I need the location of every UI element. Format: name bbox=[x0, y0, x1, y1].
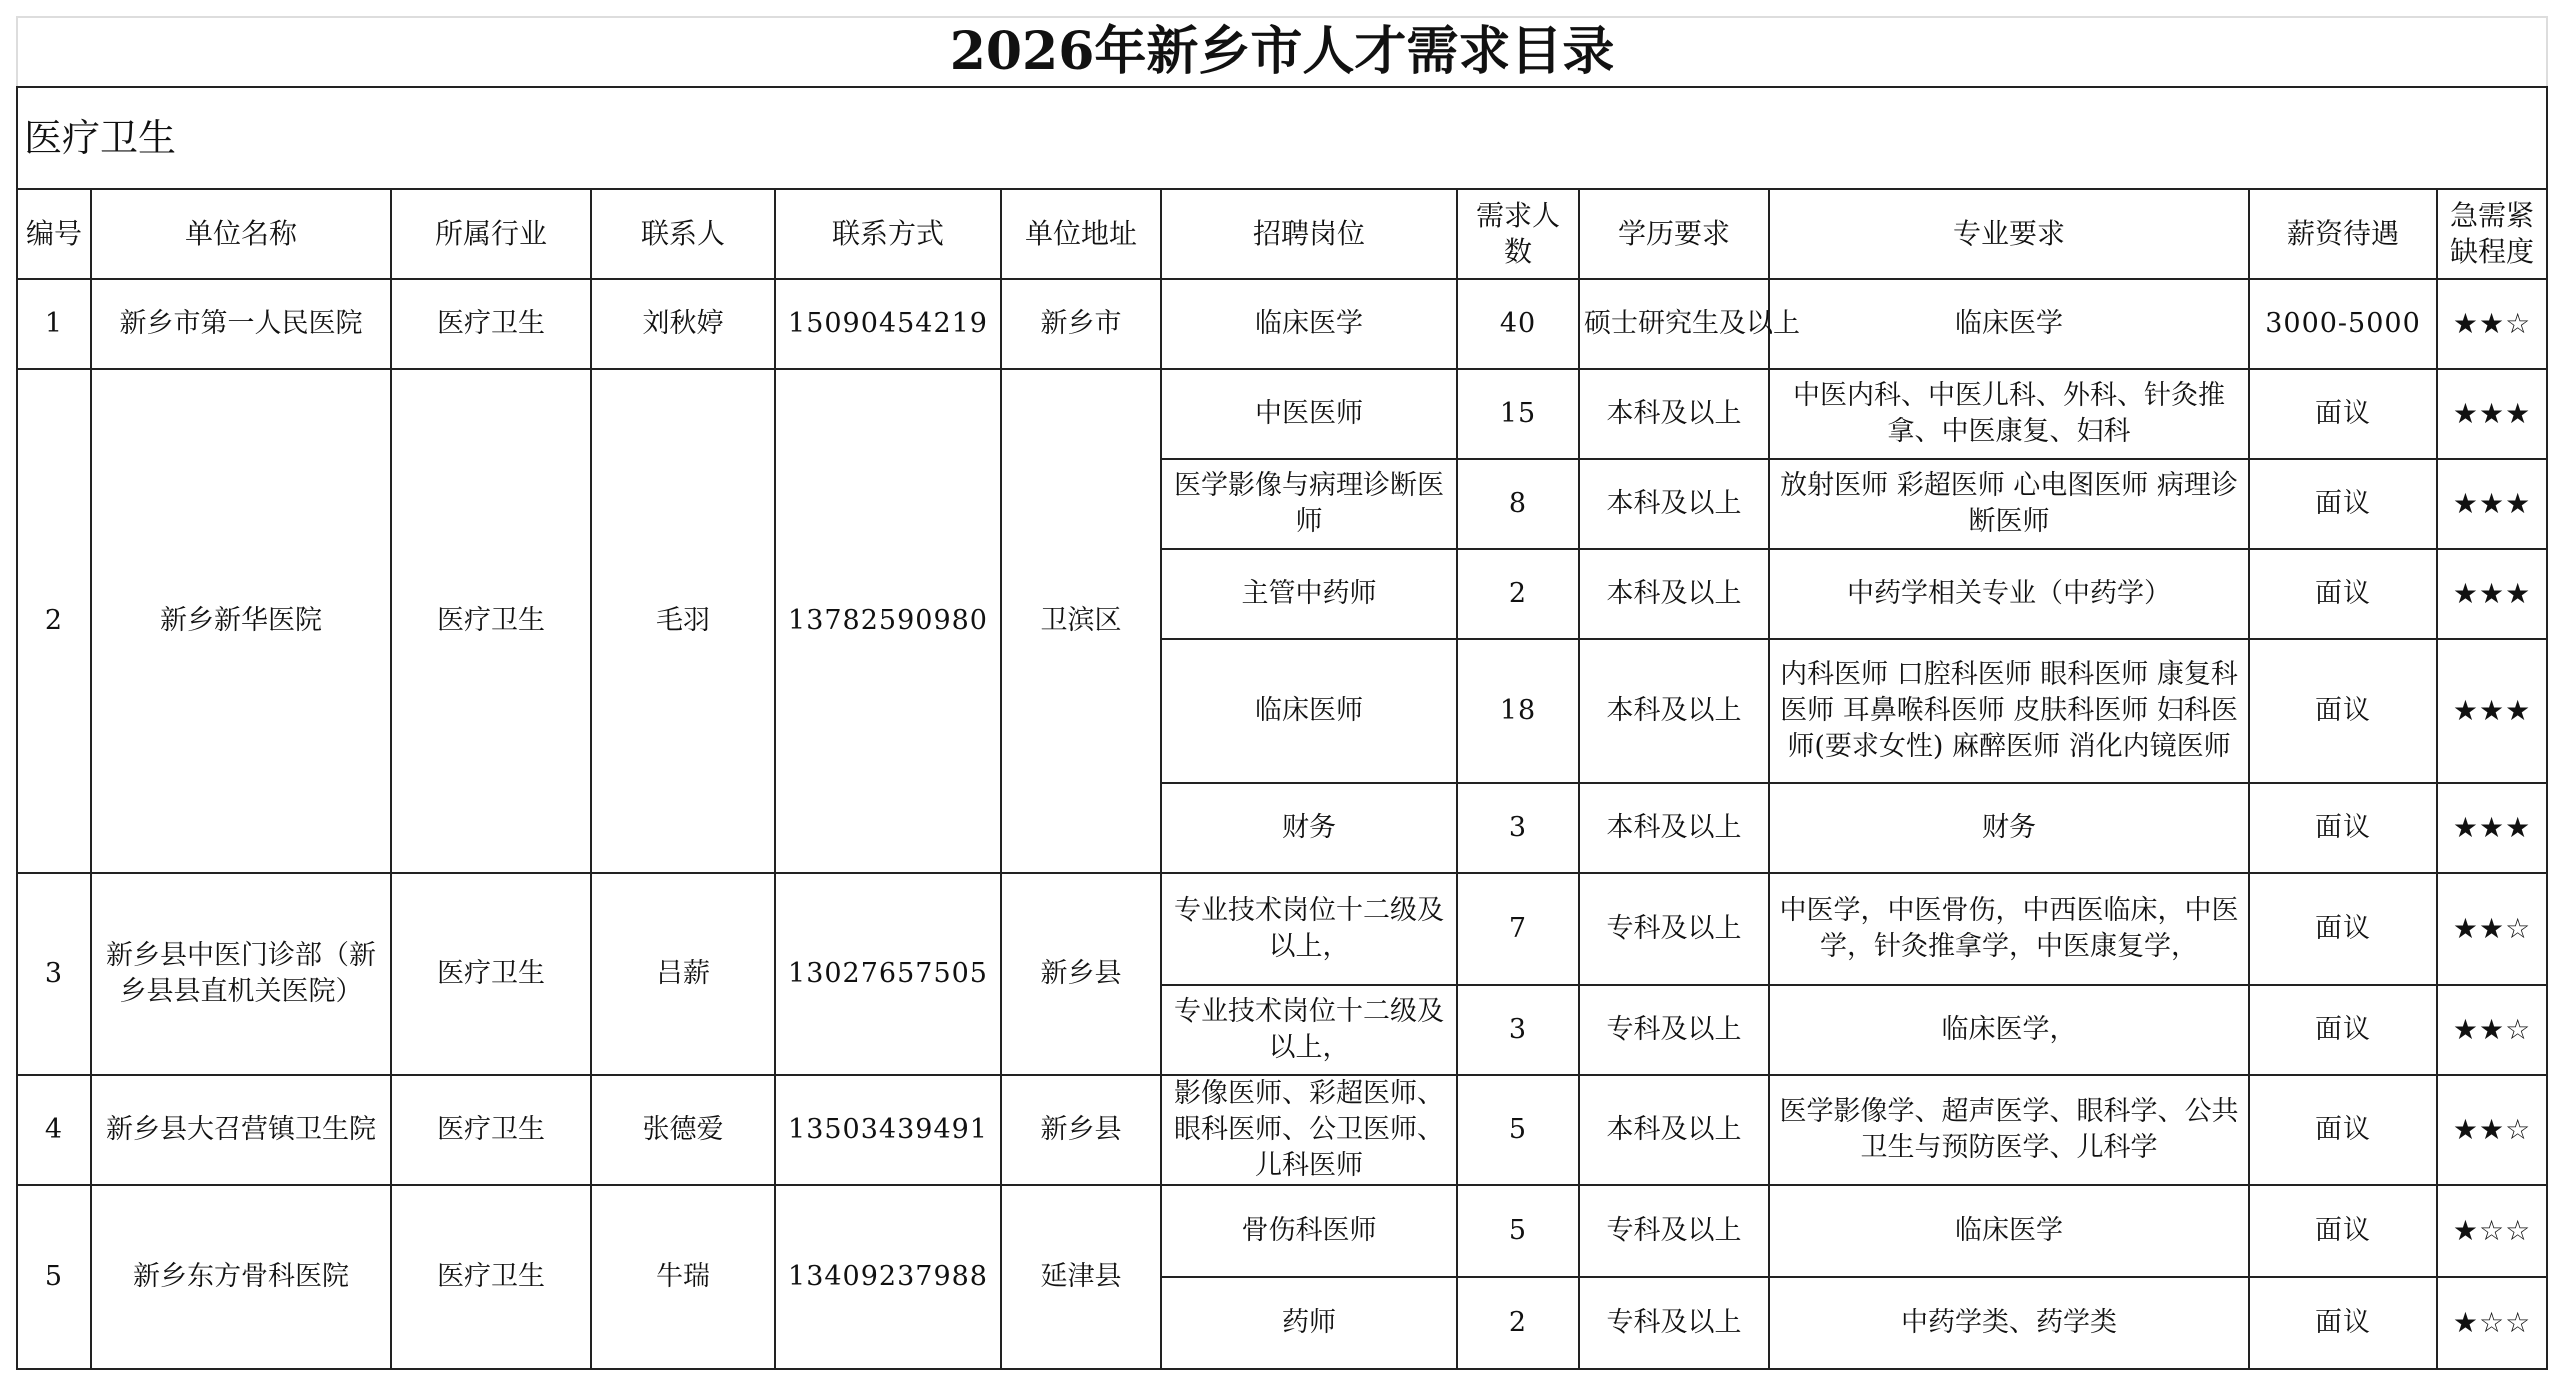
cell-education: 本科及以上 bbox=[1579, 783, 1769, 873]
cell-position: 专业技术岗位十二级及以上， bbox=[1161, 873, 1457, 985]
cell-address: 新乡县 bbox=[1001, 873, 1161, 1075]
cell-contact: 张德爱 bbox=[591, 1075, 775, 1185]
cell-no: 5 bbox=[17, 1185, 91, 1369]
cell-position: 临床医师 bbox=[1161, 639, 1457, 783]
header-phone: 联系方式 bbox=[775, 189, 1001, 279]
cell-urgency: ★★★ bbox=[2437, 639, 2547, 783]
cell-count: 5 bbox=[1457, 1075, 1579, 1185]
cell-count: 15 bbox=[1457, 369, 1579, 459]
cell-urgency: ★★★ bbox=[2437, 783, 2547, 873]
cell-salary: 面议 bbox=[2249, 783, 2437, 873]
cell-position: 临床医学 bbox=[1161, 279, 1457, 369]
cell-phone: 13503439491 bbox=[775, 1075, 1001, 1185]
cell-education: 本科及以上 bbox=[1579, 369, 1769, 459]
header-contact: 联系人 bbox=[591, 189, 775, 279]
cell-major: 中药学相关专业（中药学） bbox=[1769, 549, 2249, 639]
cell-education: 硕士研究生及以上 bbox=[1579, 279, 1769, 369]
cell-urgency: ★★★ bbox=[2437, 369, 2547, 459]
cell-count: 40 bbox=[1457, 279, 1579, 369]
cell-urgency: ★★★ bbox=[2437, 459, 2547, 549]
cell-salary: 面议 bbox=[2249, 459, 2437, 549]
cell-unit-name: 新乡县中医门诊部（新乡县县直机关医院） bbox=[91, 873, 391, 1075]
cell-no: 3 bbox=[17, 873, 91, 1075]
cell-industry: 医疗卫生 bbox=[391, 279, 591, 369]
cell-position: 专业技术岗位十二级及以上， bbox=[1161, 985, 1457, 1075]
cell-count: 3 bbox=[1457, 985, 1579, 1075]
cell-education: 专科及以上 bbox=[1579, 873, 1769, 985]
cell-no: 2 bbox=[17, 369, 91, 873]
cell-major: 临床医学 bbox=[1769, 1185, 2249, 1277]
cell-industry: 医疗卫生 bbox=[391, 873, 591, 1075]
cell-urgency: ★★☆ bbox=[2437, 985, 2547, 1075]
header-row bbox=[17, 189, 2547, 279]
header-count: 需求人数 bbox=[1457, 189, 1579, 279]
cell-position: 主管中药师 bbox=[1161, 549, 1457, 639]
cell-education: 专科及以上 bbox=[1579, 1185, 1769, 1277]
cell-address: 延津县 bbox=[1001, 1185, 1161, 1369]
cell-count: 7 bbox=[1457, 873, 1579, 985]
cell-urgency: ★★☆ bbox=[2437, 873, 2547, 985]
cell-count: 8 bbox=[1457, 459, 1579, 549]
cell-no: 1 bbox=[17, 279, 91, 369]
cell-unit-name: 新乡市第一人民医院 bbox=[91, 279, 391, 369]
page-title: 2026年新乡市人才需求目录 bbox=[17, 17, 2547, 87]
cell-count: 5 bbox=[1457, 1185, 1579, 1277]
cell-industry: 医疗卫生 bbox=[391, 1075, 591, 1185]
cell-industry: 医疗卫生 bbox=[391, 1185, 591, 1369]
cell-phone: 13409237988 bbox=[775, 1185, 1001, 1369]
cell-position: 财务 bbox=[1161, 783, 1457, 873]
cell-salary: 面议 bbox=[2249, 1075, 2437, 1185]
cell-unit-name: 新乡东方骨科医院 bbox=[91, 1185, 391, 1369]
cell-position: 医学影像与病理诊断医师 bbox=[1161, 459, 1457, 549]
cell-education: 本科及以上 bbox=[1579, 639, 1769, 783]
cell-position: 骨伤科医师 bbox=[1161, 1185, 1457, 1277]
table-row bbox=[17, 1075, 2547, 1185]
cell-urgency: ★☆☆ bbox=[2437, 1185, 2547, 1277]
cell-salary: 面议 bbox=[2249, 1277, 2437, 1369]
table-row bbox=[17, 873, 2547, 985]
header-position: 招聘岗位 bbox=[1161, 189, 1457, 279]
cell-count: 2 bbox=[1457, 549, 1579, 639]
cell-no: 4 bbox=[17, 1075, 91, 1185]
cell-education: 本科及以上 bbox=[1579, 549, 1769, 639]
table-row bbox=[17, 279, 2547, 369]
cell-major: 医学影像学、超声医学、眼科学、公共卫生与预防医学、儿科学 bbox=[1769, 1075, 2249, 1185]
talent-demand-table bbox=[16, 16, 2548, 1370]
cell-contact: 牛瑞 bbox=[591, 1185, 775, 1369]
header-education: 学历要求 bbox=[1579, 189, 1769, 279]
cell-industry: 医疗卫生 bbox=[391, 369, 591, 873]
cell-count: 3 bbox=[1457, 783, 1579, 873]
cell-salary: 面议 bbox=[2249, 1185, 2437, 1277]
header-urgency: 急需紧缺程度 bbox=[2437, 189, 2547, 279]
cell-address: 卫滨区 bbox=[1001, 369, 1161, 873]
header-industry: 所属行业 bbox=[391, 189, 591, 279]
cell-education: 本科及以上 bbox=[1579, 459, 1769, 549]
cell-major: 中药学类、药学类 bbox=[1769, 1277, 2249, 1369]
cell-salary: 面议 bbox=[2249, 873, 2437, 985]
cell-contact: 刘秋婷 bbox=[591, 279, 775, 369]
cell-unit-name: 新乡新华医院 bbox=[91, 369, 391, 873]
cell-major: 中医学，中医骨伤，中西医临床，中医学，针灸推拿学，中医康复学， bbox=[1769, 873, 2249, 985]
cell-major: 放射医师 彩超医师 心电图医师 病理诊断医师 bbox=[1769, 459, 2249, 549]
cell-education: 专科及以上 bbox=[1579, 985, 1769, 1075]
cell-urgency: ★☆☆ bbox=[2437, 1277, 2547, 1369]
cell-salary: 3000-5000 bbox=[2249, 279, 2437, 369]
talent-demand-sheet bbox=[16, 16, 2546, 1370]
cell-contact: 毛羽 bbox=[591, 369, 775, 873]
cell-education: 本科及以上 bbox=[1579, 1075, 1769, 1185]
cell-urgency: ★★★ bbox=[2437, 549, 2547, 639]
cell-major: 财务 bbox=[1769, 783, 2249, 873]
cell-salary: 面议 bbox=[2249, 369, 2437, 459]
cell-salary: 面议 bbox=[2249, 549, 2437, 639]
cell-count: 2 bbox=[1457, 1277, 1579, 1369]
cell-major: 临床医学， bbox=[1769, 985, 2249, 1075]
table-row bbox=[17, 1185, 2547, 1277]
cell-major: 中医内科、中医儿科、外科、针灸推拿、中医康复、妇科 bbox=[1769, 369, 2249, 459]
cell-major: 内科医师 口腔科医师 眼科医师 康复科医师 耳鼻喉科医师 皮肤科医师 妇科医师(要求女性) 麻醉医师 消化内镜医师 bbox=[1769, 639, 2249, 783]
cell-address: 新乡县 bbox=[1001, 1075, 1161, 1185]
header-major: 专业要求 bbox=[1769, 189, 2249, 279]
cell-address: 新乡市 bbox=[1001, 279, 1161, 369]
cell-salary: 面议 bbox=[2249, 639, 2437, 783]
cell-phone: 13782590980 bbox=[775, 369, 1001, 873]
cell-position: 药师 bbox=[1161, 1277, 1457, 1369]
cell-position: 中医医师 bbox=[1161, 369, 1457, 459]
cell-education: 专科及以上 bbox=[1579, 1277, 1769, 1369]
table-row bbox=[17, 369, 2547, 459]
cell-phone: 13027657505 bbox=[775, 873, 1001, 1075]
cell-major: 临床医学 bbox=[1769, 279, 2249, 369]
header-unit: 单位名称 bbox=[91, 189, 391, 279]
header-address: 单位地址 bbox=[1001, 189, 1161, 279]
cell-urgency: ★★☆ bbox=[2437, 1075, 2547, 1185]
header-salary: 薪资待遇 bbox=[2249, 189, 2437, 279]
cell-position: 影像医师、彩超医师、眼科医师、公卫医师、儿科医师 bbox=[1161, 1075, 1457, 1185]
cell-contact: 吕薪 bbox=[591, 873, 775, 1075]
cell-urgency: ★★☆ bbox=[2437, 279, 2547, 369]
cell-count: 18 bbox=[1457, 639, 1579, 783]
cell-phone: 15090454219 bbox=[775, 279, 1001, 369]
header-no: 编号 bbox=[17, 189, 91, 279]
cell-salary: 面议 bbox=[2249, 985, 2437, 1075]
cell-unit-name: 新乡县大召营镇卫生院 bbox=[91, 1075, 391, 1185]
section-title: 医疗卫生 bbox=[17, 87, 2547, 189]
